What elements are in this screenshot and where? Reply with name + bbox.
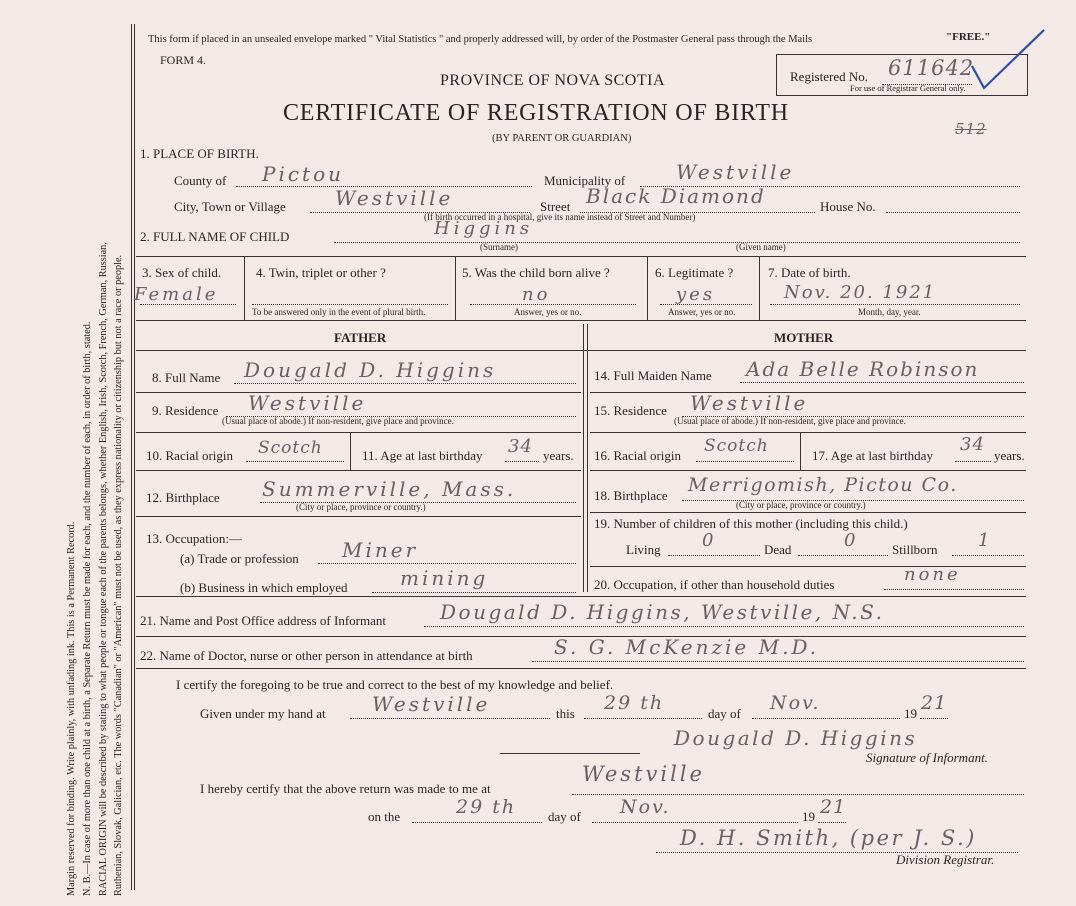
margin-note-racial-origin-1: RACIAL ORIGIN will be described by stating to what people or tongue each of the parents belongs, whether English, Irish, Scotch, French, German, Russian,: [98, 242, 109, 896]
father-racial-label: 10. Racial origin: [146, 448, 234, 463]
father-row2-line: [136, 432, 581, 433]
given-place-value: Westville: [372, 692, 491, 716]
check-mark-icon: [968, 26, 1048, 96]
registrar-signature: D. H. Smith, (per J. S.): [680, 826, 977, 850]
father-birthplace-label: 12. Birthplace: [146, 490, 220, 505]
county-label: County of: [174, 173, 227, 188]
dead-value: 0: [844, 530, 859, 551]
hospital-note: (If birth occurred in a hospital, give its name instead of Street and Number): [424, 212, 696, 222]
province-heading: PROVINCE OF NOVA SCOTIA: [440, 72, 666, 89]
living-label: Living: [626, 542, 661, 557]
registrar-month-value: Nov.: [620, 796, 671, 818]
row3-divider-2: [455, 256, 456, 320]
surname-caption: (Surname): [480, 242, 518, 252]
mother-occupation-value: none: [904, 564, 961, 585]
mother-age-label: 17. Age at last birthday: [812, 448, 933, 463]
row3-top-line: [136, 256, 1026, 257]
father-trade-value: Miner: [342, 538, 419, 562]
birth-date-line: [770, 304, 1020, 305]
child-name-label: 2. FULL NAME OF CHILD: [140, 229, 290, 244]
given-month-line: [752, 718, 900, 719]
given-name-caption: (Given name): [736, 242, 786, 252]
father-name-value: Dougald D. Higgins: [244, 358, 497, 382]
born-alive-line: [470, 304, 636, 305]
given-day-of-label: day of: [708, 706, 741, 721]
father-name-line: [234, 383, 576, 384]
legitimate-caption: Answer, yes or no.: [668, 307, 736, 317]
father-racial-line: [246, 461, 344, 462]
municipality-label: Municipality of: [544, 173, 626, 188]
certificate-subtitle: (BY PARENT OR GUARDIAN): [492, 133, 632, 144]
mother-row4-line: [590, 512, 1026, 513]
mother-residence-label: 15. Residence: [594, 403, 667, 418]
born-alive-value: no: [522, 284, 551, 305]
dead-line: [798, 555, 888, 556]
birth-date-caption: Month, day, year.: [858, 307, 921, 317]
informant-value: Dougald D. Higgins, Westville, N.S.: [440, 600, 885, 624]
margin-rule-inner: [134, 24, 135, 890]
father-heading: FATHER: [334, 330, 387, 345]
registrar-place-line: [572, 794, 1024, 795]
stillborn-line: [952, 555, 1024, 556]
mother-occupation-label: 20. Occupation, if other than household duties: [594, 577, 835, 592]
living-value: 0: [702, 530, 717, 551]
given-place-line: [350, 718, 550, 719]
county-value: Pictou: [262, 162, 345, 186]
stillborn-label: Stillborn: [892, 542, 938, 557]
registrar-statement: I hereby certify that the above return was made to me at: [200, 781, 491, 796]
on-the-label: on the: [368, 809, 401, 824]
mother-age-value: 34: [960, 434, 985, 455]
doctor-line: [532, 661, 1024, 662]
mother-birthplace-caption: (City or place, province or country.): [736, 500, 866, 510]
municipality-value: Westville: [676, 160, 795, 184]
this-label: this: [556, 706, 575, 721]
given-year-suffix: 21: [921, 692, 948, 714]
father-age-label: 11. Age at last birthday: [362, 448, 483, 463]
mother-residence-caption: (Usual place of abode.) If non-resident, give place and province.: [674, 416, 906, 426]
row3-bottom-line: [136, 320, 1026, 321]
sex-value: Female: [134, 284, 219, 305]
birth-date-label: 7. Date of birth.: [768, 265, 851, 280]
father-residence-value: Westville: [248, 391, 367, 415]
margin-note-binding: Margin reserved for binding. Write plainly, with unfading ink. This is a Permanent Record.: [66, 521, 77, 896]
sex-label: 3. Sex of child.: [142, 265, 222, 280]
corner-mark: 512: [955, 120, 987, 138]
dead-label: Dead: [764, 542, 792, 557]
mother-name-label: 14. Full Maiden Name: [594, 368, 712, 383]
street-label: Street: [540, 199, 571, 214]
row3-divider-1: [244, 256, 245, 320]
margin-rule-outer: [131, 24, 132, 890]
given-under-label: Given under my hand at: [200, 706, 326, 721]
mother-occupation-line: [884, 589, 1024, 590]
registrar-year-line: [818, 822, 846, 823]
mother-years-label: years.: [994, 448, 1025, 463]
informant-signature-caption: Signature of Informant.: [866, 750, 988, 765]
doctor-value: S. G. McKenzie M.D.: [554, 635, 820, 659]
twin-caption: To be answered only in the event of plural birth.: [252, 307, 426, 317]
father-row4-line: [136, 516, 581, 517]
father-name-label: 8. Full Name: [152, 370, 221, 385]
certify-statement: I certify the foregoing to be true and correct to the best of my knowledge and belief.: [176, 677, 614, 692]
parents-heading-line: [136, 350, 1026, 351]
registrar-place-value: Westville: [582, 762, 705, 786]
father-years-label: years.: [543, 448, 574, 463]
form-number: FORM 4.: [160, 53, 207, 67]
registrar-day-line: [412, 822, 542, 823]
mother-racial-value: Scotch: [704, 436, 769, 456]
informant-top-line: [136, 596, 1026, 597]
father-row3-line: [136, 470, 581, 471]
registrar-day-of-label: day of: [548, 809, 581, 824]
given-day-value: 29 th: [604, 692, 665, 714]
mother-heading: MOTHER: [774, 330, 834, 345]
mother-name-value: Ada Belle Robinson: [746, 357, 980, 381]
registered-label: Registered No.: [790, 69, 868, 84]
parents-divider-inner: [587, 324, 588, 592]
father-trade-label: (a) Trade or profession: [180, 551, 299, 566]
informant-line: [424, 626, 1024, 627]
child-surname-value: Higgins: [434, 218, 534, 239]
twin-line: [252, 304, 448, 305]
separator-line: [500, 753, 640, 754]
father-age-line: [505, 461, 539, 462]
given-year-prefix: 19: [904, 706, 917, 721]
father-racial-value: Scotch: [258, 438, 323, 458]
parents-divider-outer: [583, 324, 584, 592]
mother-birthplace-value: Merrigomish, Pictou Co.: [688, 474, 958, 496]
registrar-note: For use of Registrar General only.: [850, 83, 966, 93]
registered-number: 611642: [888, 56, 975, 80]
father-trade-line: [318, 563, 576, 564]
registrar-year-prefix: 19: [802, 809, 815, 824]
legitimate-label: 6. Legitimate ?: [655, 265, 734, 280]
father-residence-label: 9. Residence: [152, 403, 219, 418]
father-business-value: mining: [400, 566, 489, 590]
sex-line: [140, 304, 236, 305]
registrar-caption: Division Registrar.: [896, 852, 995, 867]
given-month-value: Nov.: [770, 692, 821, 714]
city-value: Westville: [335, 186, 454, 210]
free-stamp: "FREE.": [946, 31, 991, 43]
father-business-label: (b) Business in which employed: [180, 580, 348, 595]
house-label: House No.: [820, 199, 876, 214]
city-label: City, Town or Village: [174, 199, 286, 214]
certify-top-line: [136, 668, 1026, 669]
mother-children-label: 19. Number of children of this mother (including this child.): [594, 516, 908, 531]
mother-racial-line: [696, 461, 794, 462]
mother-row3-line: [590, 470, 1026, 471]
father-age-divider: [350, 432, 351, 470]
margin-note-racial-origin-2: Ruthenian, Slovak, Galician, etc. The words "Canadian" or "American" must not be used, as they express nationality or citizenship but not a race or people.: [113, 254, 124, 896]
twin-label: 4. Twin, triplet or other ?: [256, 265, 386, 280]
doctor-label: 22. Name of Doctor, nurse or other person in attendance at birth: [140, 648, 473, 663]
registrar-month-line: [592, 822, 798, 823]
certificate-title: CERTIFICATE OF REGISTRATION OF BIRTH: [283, 100, 789, 126]
father-birthplace-caption: (City or place, province or country.): [296, 502, 426, 512]
mother-birthplace-label: 18. Birthplace: [594, 488, 668, 503]
legitimate-line: [660, 304, 752, 305]
place-heading: 1. PLACE OF BIRTH.: [140, 146, 259, 161]
given-day-line: [584, 718, 702, 719]
father-residence-caption: (Usual place of abode.) If non-resident, give place and province.: [222, 416, 454, 426]
child-name-line: [334, 242, 1020, 243]
father-occupation-label: 13. Occupation:—: [146, 531, 243, 546]
row3-divider-3: [647, 256, 648, 320]
stillborn-value: 1: [978, 530, 993, 551]
father-business-line: [372, 592, 576, 593]
father-age-value: 34: [508, 436, 533, 457]
mother-age-divider: [800, 432, 801, 470]
postal-notice: This form if placed in an unsealed envelope marked " Vital Statistics " and properly addressed will, by order of the Postmaster General pass through the Mails: [148, 34, 813, 45]
mother-name-line: [740, 382, 1024, 383]
birth-date-value: Nov. 20. 1921: [784, 282, 937, 303]
informant-label: 21. Name and Post Office address of Informant: [140, 613, 386, 628]
row3-divider-4: [759, 256, 760, 320]
mother-row2-line: [590, 432, 1026, 433]
margin-note-multiple-births: N. B.—In case of more than one child at a birth, a Separate Return must be made for each, and the number of each, in order of birth, stated.: [82, 321, 93, 896]
informant-signature: Dougald D. Higgins: [674, 726, 918, 750]
street-value: Black Diamond: [586, 184, 766, 208]
mother-racial-label: 16. Racial origin: [594, 448, 682, 463]
born-alive-label: 5. Was the child born alive ?: [462, 265, 610, 280]
registrar-year-suffix: 21: [820, 796, 847, 818]
house-line: [886, 212, 1020, 213]
registrar-day-value: 29 th: [456, 796, 517, 818]
father-birthplace-value: Summerville, Mass.: [262, 477, 517, 501]
living-line: [668, 555, 760, 556]
mother-residence-value: Westville: [690, 391, 809, 415]
legitimate-value: yes: [676, 284, 716, 305]
given-year-line: [920, 718, 948, 719]
born-alive-caption: Answer, yes or no.: [514, 307, 582, 317]
mother-age-line: [955, 461, 991, 462]
